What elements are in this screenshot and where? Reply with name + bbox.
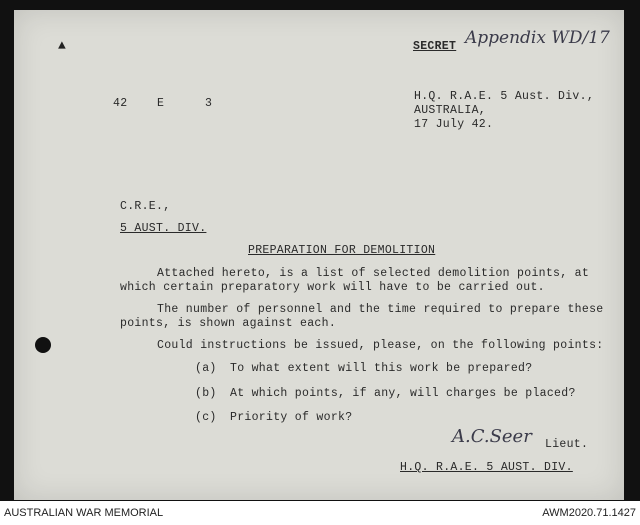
subject-heading: PREPARATION FOR DEMOLITION	[248, 244, 436, 257]
paragraph-1-line-2: which certain preparatory work will have to be carried out.	[120, 281, 545, 294]
point-b-label: (b)	[195, 387, 217, 400]
file-ref-letter: E	[157, 97, 165, 110]
to-line-2: 5 AUST. DIV.	[120, 222, 207, 235]
archive-footer	[0, 501, 640, 525]
paragraph-2-line-1: The number of personnel and the time required to prepare these	[157, 303, 604, 316]
paragraph-3-line-1: Could instructions be issued, please, on the following points:	[157, 339, 604, 352]
paragraph-1-line-1: Attached hereto, is a list of selected demolition points, at	[157, 267, 590, 280]
point-c-label: (c)	[195, 411, 217, 424]
footer-accession-number: AWM2020.71.1427	[542, 507, 636, 519]
signatory-rank: Lieut.	[545, 438, 589, 451]
file-ref-number: 42	[113, 97, 128, 110]
to-line-1: C.R.E.,	[120, 200, 171, 213]
from-line-2: AUSTRALIA,	[414, 104, 487, 117]
point-a-label: (a)	[195, 362, 217, 375]
pin-mark-icon: ▲	[58, 38, 66, 53]
point-c-text: Priority of work?	[230, 411, 353, 424]
point-a-text: To what extent will this work be prepared?	[230, 362, 533, 375]
paragraph-2-line-2: points, is shown against each.	[120, 317, 337, 330]
signature-block: H.Q. R.A.E. 5 AUST. DIV.	[400, 461, 573, 474]
point-b-text: At which points, if any, will charges be placed?	[230, 387, 576, 400]
footer-institution: AUSTRALIAN WAR MEMORIAL	[4, 507, 164, 519]
handwritten-signature: A.C.Seer	[452, 426, 532, 447]
punch-hole-icon	[35, 337, 51, 353]
from-line-1: H.Q. R.A.E. 5 Aust. Div.,	[414, 90, 595, 103]
from-date: 17 July 42.	[414, 118, 494, 131]
appendix-handwritten-note: Appendix WD/17	[465, 28, 610, 48]
file-ref-sub: 3	[205, 97, 213, 110]
classification-label: SECRET	[413, 40, 457, 53]
